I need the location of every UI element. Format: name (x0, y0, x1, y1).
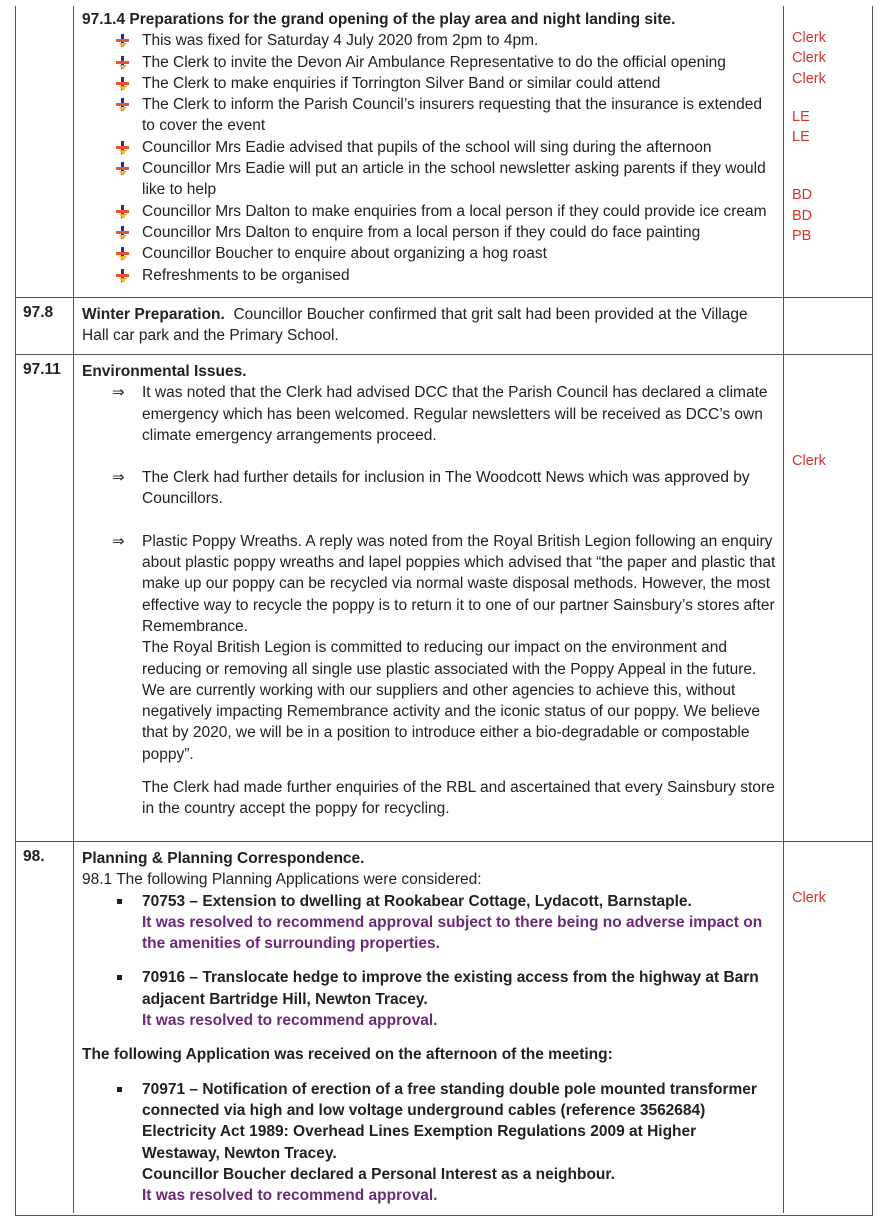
list-item-text: The Clerk to make enquiries if Torrington Silver Band or similar could attend (142, 74, 661, 92)
application-resolution: It was resolved to recommend approval subject to there being no adverse impact on the amenities of surrounding properties. (142, 913, 763, 953)
item-number: 97.11 (23, 361, 61, 378)
square-bullet-icon (117, 899, 122, 904)
section-heading: Environmental Issues. (82, 363, 247, 380)
action-initials: Clerk (792, 30, 826, 46)
down-arrow-icon (116, 205, 129, 218)
implies-arrow-icon: ⇒ (112, 469, 125, 487)
legion-statement: The Royal British Legion is committed to reducing our impact on the environment and reducing or removing all single use plastic associated with the Poppy Appeal in the future. We are currently working with our suppliers and other agencies to achieve this, without negatively impacting Remembrance activity and the iconic status of our poppy. We believe that by 2020, we will be in a position to introduce either a bio-degradable or compostable poppy”. (142, 639, 761, 763)
list-item-text: Councillor Mrs Dalton to enquire from a local person if they could do face painting (142, 223, 701, 241)
item-content-cell (74, 298, 784, 355)
item-number-cell (16, 355, 74, 842)
list-item-text: This was fixed for Saturday 4 July 2020 from 2pm to 4pm. (142, 32, 539, 50)
list-item (82, 243, 777, 264)
application-item (82, 1079, 777, 1207)
action-initials: PB (792, 228, 812, 245)
application-title: 70971 – Notification of erection of a free standing double pole mounted transformer connected via high and low voltage underground cables (reference 3562684) Electricity Act 1989: Overhead Lines Exemption Regulations 2009 at Higher Westaway, Newton Tracey. (142, 1080, 757, 1162)
clerk-enquiry-note: The Clerk had made further enquiries of the RBL and ascertained that every Sainsbury store in the country accept the poppy for recycling. (142, 779, 775, 818)
list-item (82, 94, 777, 137)
item-number: 98. (23, 848, 45, 865)
list-item (82, 201, 777, 222)
action-initials: BD (792, 187, 813, 204)
down-arrow-icon (116, 98, 129, 111)
preparation-list (82, 30, 777, 286)
down-arrow-icon (116, 269, 129, 282)
down-arrow-icon (116, 77, 129, 90)
action-initials: Clerk (792, 50, 826, 67)
down-arrow-icon (116, 162, 129, 175)
list-item-text: The Clerk had further details for inclusion in The Woodcott News which was approved by Councillors. (142, 469, 750, 508)
list-item (82, 137, 777, 158)
planning-applications (82, 891, 777, 1032)
interest-declaration: Councillor Boucher declared a Personal Interest as a neighbour. (142, 1165, 615, 1183)
item-content-cell (74, 842, 784, 1213)
item-number-cell (16, 842, 74, 1213)
list-item-text: Plastic Poppy Wreaths. A reply was noted from the Royal British Legion following an enquiry about plastic poppy wreaths and lapel poppies which advised that “the paper and plastic that make up our poppy can be recycled via normal waste disposal methods. However, the most effective way to recycle the poppy is to return it to one of our partner Sainsbury’s stores after Remembrance. (142, 532, 776, 635)
list-item-text: Councillor Mrs Eadie will put an article in the school newsletter asking parents if they would like to help (142, 160, 766, 199)
minutes-document (15, 6, 873, 1216)
list-item (82, 158, 777, 201)
application-item (82, 967, 777, 1031)
section-heading: Planning & Planning Correspondence. (82, 850, 365, 867)
square-bullet-icon (117, 975, 122, 980)
list-item-text: Refreshments to be organised (142, 266, 350, 284)
down-arrow-icon (116, 34, 129, 47)
action-initials: LE (792, 108, 810, 125)
application-item (82, 891, 777, 955)
down-arrow-icon (116, 141, 129, 154)
section-heading: 97.1.4 Preparations for the grand opening of the play area and night landing site. (82, 11, 676, 28)
list-item (82, 52, 777, 73)
item-number (16, 6, 73, 12)
late-applications (82, 1079, 777, 1207)
item-content-cell (74, 6, 784, 298)
list-item-text: Councillor Mrs Eadie advised that pupils of the school will sing during the afternoon (142, 138, 712, 156)
section-text: Councillor Boucher confirmed that grit salt had been provided at the Village Hall car park and the Primary School. (82, 306, 748, 345)
item-number-cell (16, 298, 74, 355)
list-item-text: Councillor Mrs Dalton to make enquiries from a local person if they could provide ice cream (142, 202, 767, 220)
item-number-cell (16, 6, 74, 298)
action-initials: Clerk (792, 890, 826, 906)
list-item (82, 265, 777, 286)
application-title: 70916 – Translocate hedge to improve the existing access from the highway at Barn adjacent Bartridge Hill, Newton Tracey. (142, 969, 759, 1008)
list-item-text: The Clerk to invite the Devon Air Ambulance Representative to do the official opening (142, 53, 726, 71)
planning-intro: 98.1 The following Planning Applications were considered: (82, 871, 482, 889)
list-item (82, 531, 777, 820)
item-content-cell (74, 355, 784, 842)
action-initials: Clerk (792, 70, 826, 87)
minutes-table (16, 6, 872, 1215)
late-application-heading: The following Application was received on the afternoon of the meeting: (82, 1046, 613, 1064)
list-item-text: Councillor Boucher to enquire about organizing a hog roast (142, 245, 547, 263)
action-initials: Clerk (792, 453, 826, 469)
list-item-text: It was noted that the Clerk had advised DCC that the Parish Council has declared a climate emergency which has been welcomed. Regular newsletters will be received as DCC’s own climate emergency arrangements proceed. (142, 384, 768, 444)
down-arrow-icon (116, 56, 129, 69)
section-heading: Winter Preparation. (82, 306, 225, 323)
square-bullet-icon (117, 1087, 122, 1092)
list-item-text: The Clerk to inform the Parish Council’s insurers requesting that the insurance is extended to cover the event (142, 96, 763, 135)
action-cell (784, 298, 872, 355)
down-arrow-icon (116, 247, 129, 260)
implies-arrow-icon: ⇒ (112, 532, 125, 550)
application-resolution: It was resolved to recommend approval. (142, 1012, 438, 1030)
list-item (82, 73, 777, 94)
application-resolution: It was resolved to recommend approval. (142, 1187, 438, 1205)
implies-arrow-icon: ⇒ (112, 384, 125, 402)
item-number: 97.8 (23, 304, 54, 321)
application-title: 70753 – Extension to dwelling at Rookabear Cottage, Lydacott, Barnstaple. (142, 892, 692, 910)
environmental-list (82, 382, 777, 819)
list-item (82, 30, 777, 51)
action-initials: BD (792, 207, 813, 224)
action-cell (784, 6, 872, 298)
action-initials: LE (792, 129, 810, 146)
list-item (82, 382, 777, 446)
action-cell (784, 355, 872, 842)
list-item (82, 467, 777, 510)
list-item (82, 222, 777, 243)
action-cell (784, 842, 872, 1213)
down-arrow-icon (116, 226, 129, 239)
